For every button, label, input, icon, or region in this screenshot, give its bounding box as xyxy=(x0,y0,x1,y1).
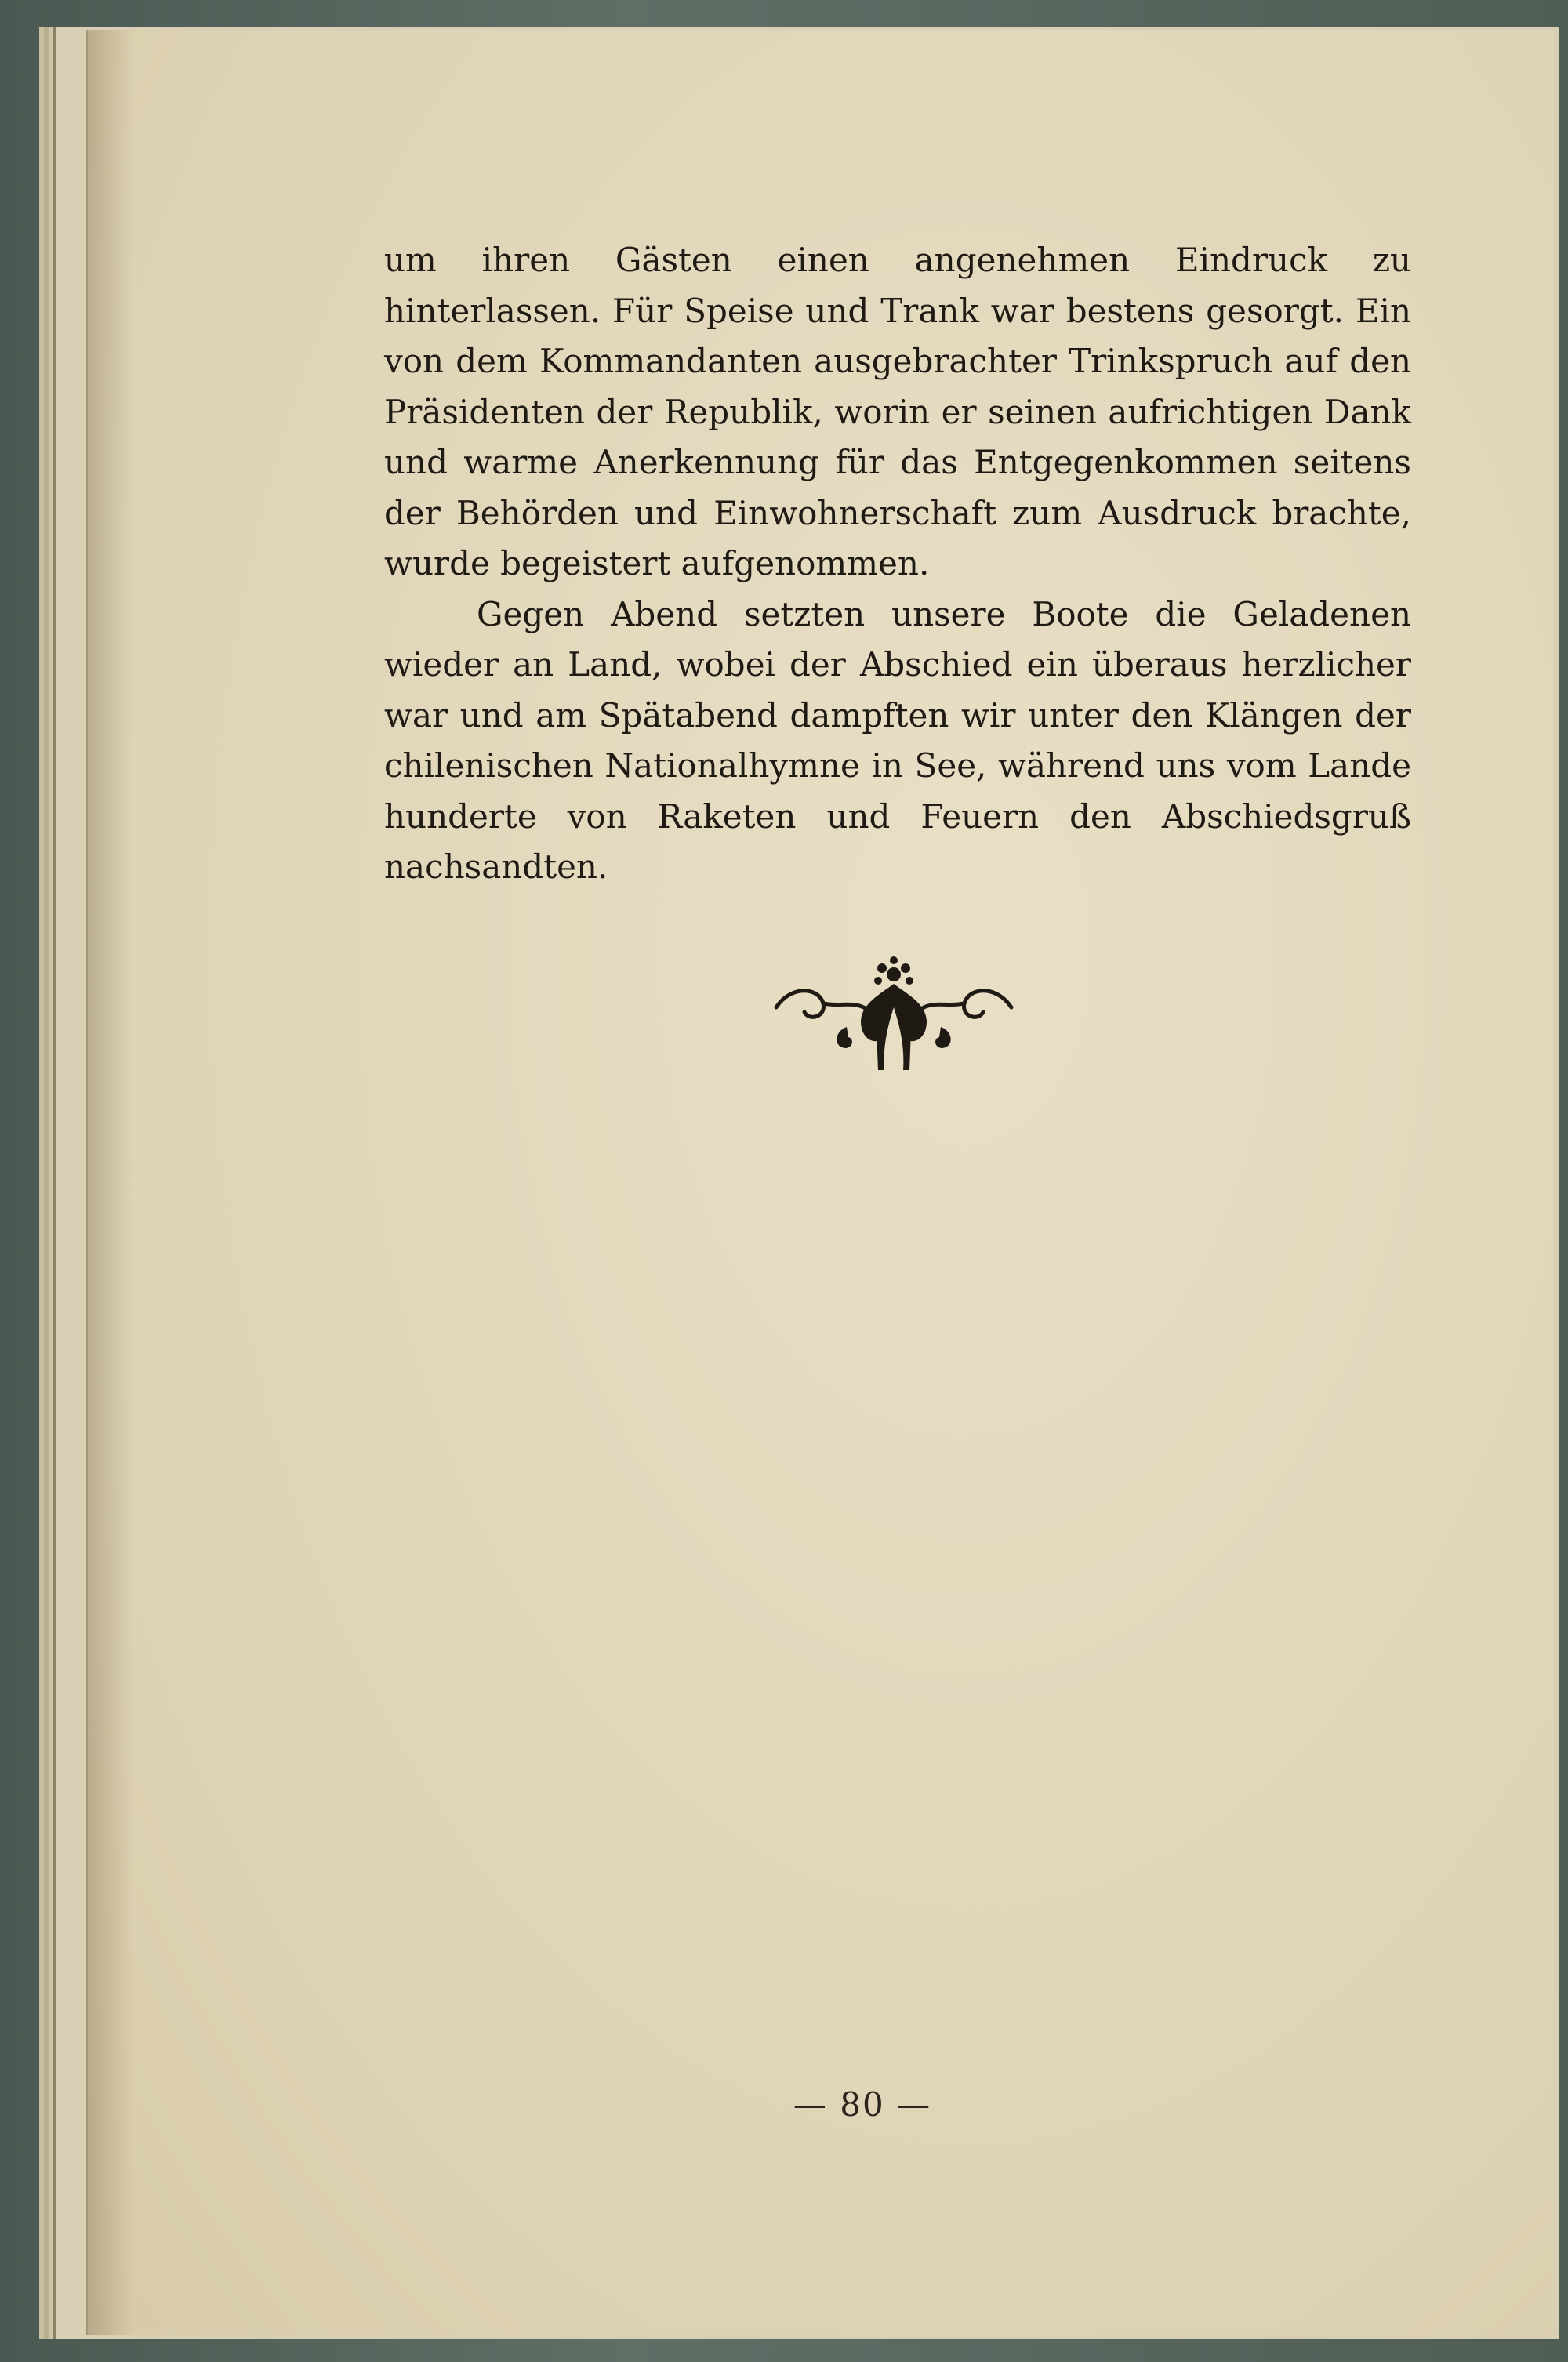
paragraph-1: um ihren Gästen einen angenehmen Eindruck zu hinterlassen. Für Speise und Trank war bestens gesorgt. Ein von dem Kommandanten ausgebrachter Trinkspruch auf den Präsidenten der Republik, worin er seinen aufrichtigen Dank und warme Anerkennung für das Entgegenkommen seitens der Behörden und Einwohnerschaft zum Ausdruck brachte, wurde begeistert aufgenommen. xyxy=(384,241,1411,582)
page-number: — 80 — xyxy=(793,2085,932,2124)
body-text xyxy=(384,235,1411,893)
fleuron-ornament-icon xyxy=(760,952,1027,1078)
paragraph-2: Gegen Abend setzten unsere Boote die Geladenen wieder an Land, wobei der Abschied ein überaus herzlicher war und am Spätabend dampften wir unter den Klängen der chilenischen Nationalhymne in See, während uns vom Lande hunderte von Raketen und Feuern den Abschiedsgruß nachsandten. xyxy=(384,594,1411,886)
gutter-shadow xyxy=(86,30,133,2335)
